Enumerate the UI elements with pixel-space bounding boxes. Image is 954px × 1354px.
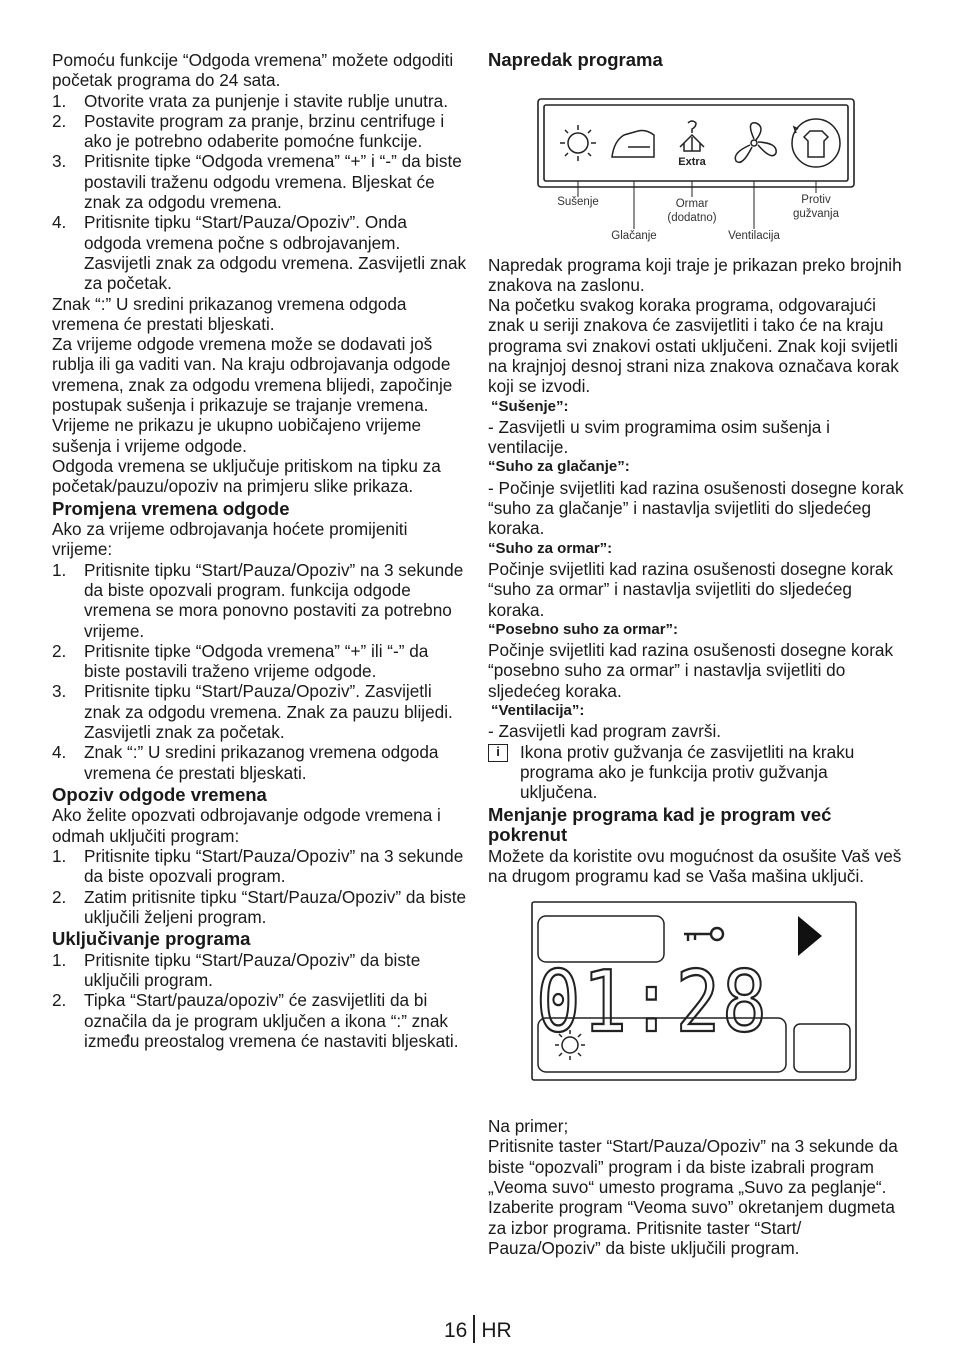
label-ventilacija: Ventilacija bbox=[728, 229, 780, 242]
subheading: “Posebno suho za ormar”: bbox=[488, 620, 679, 638]
item-text: Pritisnite tipku “Start/Pauza/Opoziv”. Zasvijetli znak za odgodu vremena. Znak za pauzu blijedi. Zasvijetli znak za početak. bbox=[84, 681, 453, 742]
progress-panel bbox=[488, 77, 904, 255]
sun-icon bbox=[560, 125, 596, 161]
intro-paragraph: Pomoću funkcije “Odgoda vremena” možete odgoditi početak programa do 24 sata. bbox=[52, 50, 454, 91]
list-item bbox=[52, 950, 468, 991]
key-icon bbox=[684, 928, 723, 941]
item-number: 4. bbox=[52, 742, 67, 763]
paragraph: Znak “:” U sredini prikazanog vremena odgoda vremena će prestati bljeskati. bbox=[52, 293, 407, 334]
item-number: 1. bbox=[52, 949, 67, 970]
paragraph: Možete da koristite ovu mogućnost da osušite Vaš veš na drugom programu kad se Vaša mašina uključi. bbox=[488, 845, 902, 886]
item-number: 1. bbox=[52, 559, 67, 580]
label-protiv-line1: Protiv bbox=[801, 193, 831, 206]
list-item bbox=[52, 560, 468, 641]
paragraph: - Zasvijetli u svim programima osim sušenja i ventilacije. bbox=[488, 416, 830, 458]
language-code: HR bbox=[481, 1319, 512, 1342]
item-number: 4. bbox=[52, 212, 67, 233]
time-readout: 01:28 bbox=[536, 952, 769, 1052]
list-item bbox=[52, 846, 468, 887]
item-number: 3. bbox=[52, 151, 67, 172]
lcd-display bbox=[488, 900, 904, 1096]
item-text: Pritisnite tipku “Start/Pauza/Opoziv” da biste uključili program. bbox=[84, 949, 421, 990]
list-item bbox=[52, 887, 468, 928]
fan-icon bbox=[735, 122, 776, 162]
info-icon: i bbox=[488, 744, 508, 762]
paragraph: Za vrijeme odgode vremena može se dodavati još rublja ili ga vaditi van. Na kraju odbrojavanja odgode vremena, znak za odgodu vremena blijedi, započinje postupak sušenja i prikazuje se trajanje vremena. Vrijeme ne prikazu je ukupno uobičajeno vrijeme sušenja i vrijeme odgode. bbox=[52, 334, 453, 456]
item-number: 2. bbox=[52, 110, 67, 131]
right-column bbox=[488, 50, 904, 1258]
info-note bbox=[488, 742, 904, 803]
paragraph: Na primer; bbox=[488, 1116, 569, 1137]
paragraph: Napredak programa koji traje je prikazan preko brojnih znakova na zaslonu. bbox=[488, 254, 902, 295]
item-text: Pritisnite tipku “Start/Pauza/Opoziv” na 3 sekunde da biste opozvali program. funkcija odgode vremena se mora ponovno postaviti za potrebno vrijeme. bbox=[84, 559, 464, 641]
play-icon bbox=[798, 916, 822, 956]
item-text: Zatim pritisnite tipku “Start/Pauza/Opoziv” da biste uključili željeni program. bbox=[84, 886, 467, 927]
paragraph: - Počinje svijetliti kad razina osušenosti dosegne korak “suho za glačanje” i nastavlja svijetliti do sljedećeg koraka. bbox=[488, 477, 904, 539]
section-heading: Menjanje programa kad je program već pokrenut bbox=[488, 803, 832, 846]
item-number: 2. bbox=[52, 640, 67, 661]
subheading: “Sušenje”: bbox=[491, 397, 569, 415]
note-text: Ikona protiv gužvanja će zasvijetliti na kraku programa ako je funkcija protiv gužvanja uključena. bbox=[520, 741, 855, 803]
list-item bbox=[52, 111, 468, 152]
item-text: Znak “:” U sredini prikazanog vremena odgoda vremena će prestati bljeskati. bbox=[84, 742, 439, 783]
subheading: “Ventilacija”: bbox=[491, 702, 585, 720]
item-text: Pritisnite tipke “Odgoda vremena” “+” ili “-” da biste postavili traženo vrijeme odgode. bbox=[84, 640, 429, 682]
list-item bbox=[52, 681, 468, 742]
hanger-shirt-icon bbox=[680, 121, 704, 151]
list-item bbox=[52, 742, 468, 783]
paragraph: Počinje svijetliti kad razina osušenosti dosegne korak “suho za ormar” i nastavlja svijetliti do sljedećeg koraka. bbox=[488, 558, 894, 620]
label-glacanje: Glačanje bbox=[611, 229, 657, 242]
page-footer bbox=[444, 1315, 512, 1343]
item-number: 3. bbox=[52, 681, 67, 702]
paragraph: Odgoda vremena se uključuje pritiskom na tipku za početak/pauzu/opoziv na primjeru slike prikaza. bbox=[52, 455, 441, 497]
anti-crease-icon bbox=[792, 119, 840, 167]
steps-list-4 bbox=[52, 950, 468, 1051]
steps-list-2 bbox=[52, 560, 468, 783]
section-heading: Uključivanje programa bbox=[52, 928, 251, 950]
steps-list-1 bbox=[52, 91, 468, 294]
section-heading: Napredak programa bbox=[488, 49, 663, 70]
label-protiv-line2: gužvanja bbox=[792, 207, 840, 220]
item-number: 1. bbox=[52, 90, 67, 111]
item-number: 1. bbox=[52, 845, 67, 866]
iron-icon bbox=[612, 130, 654, 157]
subheading: “Suho za glačanje”: bbox=[488, 458, 630, 476]
section-heading: Opoziv odgode vremena bbox=[52, 783, 267, 805]
paragraph: Na početku svakog koraka programa, odgovarajući znak u seriji znakova će zasvijetliti i tako će na kraju programa svi znakovi ostati uključeni. Znak koji svijetli na krajnjoj desnoj strani niza znakova označava korak koji se izvodi. bbox=[488, 295, 899, 397]
list-item bbox=[52, 91, 468, 111]
label-ormar bbox=[662, 197, 722, 225]
label-ormar-line1: Ormar bbox=[675, 197, 709, 210]
item-text: Pritisnite tipku “Start/Pauza/Opoziv”. Onda odgoda vremena počne s odbrojavanjem. Zasvijetli znak za odgodu vremena. Zasvijetli znak za početak. bbox=[84, 212, 467, 294]
list-item bbox=[52, 212, 468, 293]
label-protiv bbox=[784, 193, 848, 221]
footer-divider bbox=[473, 1315, 475, 1343]
paragraph: Ako želite opozvati odbrojavanje odgode vremena i odmah uključiti program: bbox=[52, 805, 441, 846]
list-item bbox=[52, 641, 468, 682]
list-item bbox=[52, 990, 468, 1051]
left-column bbox=[52, 50, 468, 1051]
steps-list-3 bbox=[52, 846, 468, 927]
paragraph: Pritisnite taster “Start/Pauza/Opoziv” na 3 sekunde da biste “opozvali” program i da biste izabrali program „Veoma suvo“ umesto programa „Suvo za peglanje“. Izaberite program “Veoma suvo” okretanjem dugmeta za izbor programa. Pritisnite taster “Start/ Pauza/Opoziv” da biste uključili program. bbox=[488, 1136, 898, 1258]
paragraph: Počinje svijetliti kad razina osušenosti dosegne korak “posebno suho za ormar” i nastavlja svijetliti do sljedećeg koraka. bbox=[488, 640, 894, 701]
list-item bbox=[52, 151, 468, 212]
item-text: Pritisnite tipke “Odgoda vremena” “+” i “-” da biste postavili traženu odgodu vremena. Bljeskat će znak za odgodu vremena. bbox=[84, 151, 462, 213]
subheading: “Suho za ormar”: bbox=[488, 539, 613, 557]
display-figure bbox=[488, 900, 904, 1096]
label-ormar-line2: (dodatno) bbox=[667, 211, 717, 224]
section-heading: Promjena vremena odgode bbox=[52, 497, 290, 519]
progress-icons-figure bbox=[488, 77, 904, 255]
item-text: Pritisnite tipku “Start/Pauza/Opoziv” na 3 sekunde da biste opozvali program. bbox=[84, 845, 464, 887]
item-text: Otvorite vrata za punjenje i stavite rublje unutra. bbox=[84, 90, 448, 111]
paragraph: - Zasvijetli kad program završi. bbox=[488, 721, 722, 742]
label-susenje: Sušenje bbox=[557, 195, 599, 208]
paragraph: Ako za vrijeme odbrojavanja hoćete promijeniti vrijeme: bbox=[52, 519, 408, 560]
item-text: Postavite program za pranje, brzinu centrifuge i ako je potrebno odaberite pomoćne funkcije. bbox=[84, 110, 445, 152]
extra-label: Extra bbox=[678, 155, 706, 168]
page-number: 16 bbox=[444, 1319, 468, 1342]
item-number: 2. bbox=[52, 990, 67, 1011]
item-text: Tipka “Start/pauza/opoziv” će zasvijetliti da bi označila da je program uključen a ikona “:” znak između preostalog vremena će nastaviti bljeskati. bbox=[84, 990, 459, 1051]
item-number: 2. bbox=[52, 886, 67, 907]
